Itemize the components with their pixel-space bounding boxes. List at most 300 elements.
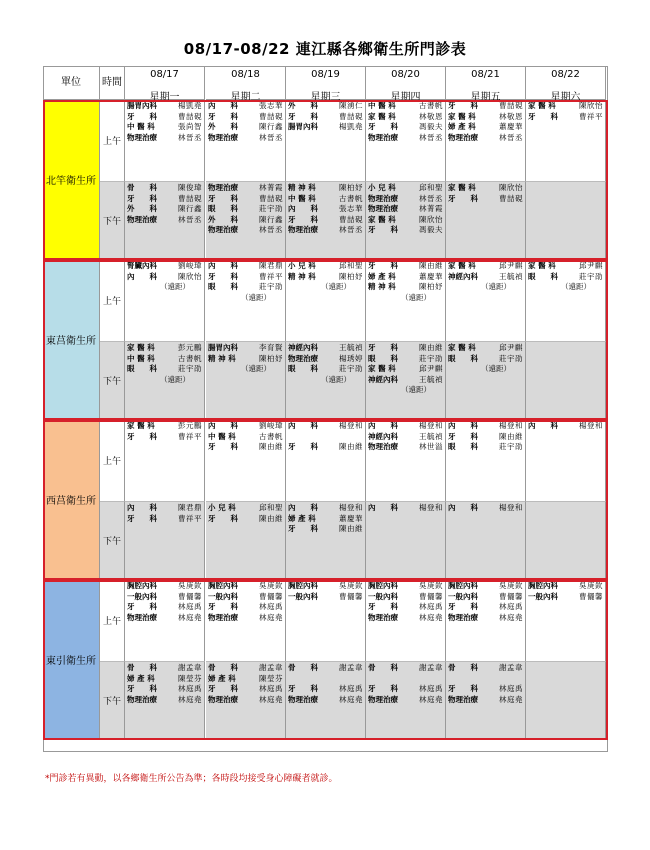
schedule-cell	[286, 420, 366, 502]
doctor: 楊凱堯	[178, 101, 202, 110]
doctor: 林晉丞	[178, 214, 202, 224]
schedule-cell	[206, 662, 286, 740]
doctor: 林晉丞	[178, 132, 202, 142]
doctor: 陳欣怡	[499, 183, 523, 192]
schedule-entry	[288, 183, 365, 194]
doctor: 林菁霞	[419, 204, 443, 214]
schedule-entry	[288, 684, 365, 695]
schedule-entry	[208, 514, 285, 525]
doctor: 吳庚欽	[419, 581, 443, 590]
doctor: 林晉丞	[339, 225, 363, 235]
doctor: 楊登和	[499, 503, 523, 512]
department: 一般內科	[368, 591, 398, 601]
doctor: 曹祥平	[178, 431, 202, 441]
schedule-cell	[206, 182, 286, 260]
schedule-entry	[127, 133, 204, 144]
doctor: 邱和聖	[419, 183, 443, 192]
schedule-entry	[528, 421, 605, 432]
schedule-entry	[288, 101, 365, 112]
schedule-entry	[127, 183, 204, 194]
doctor: 陳由維	[499, 431, 523, 441]
department: 內 科	[368, 503, 398, 512]
department: 家 醫 科	[448, 261, 476, 270]
schedule-entry	[448, 674, 525, 685]
doctor: 古書帆	[178, 353, 202, 363]
schedule-cell	[446, 662, 526, 740]
doctor: 陳君鼎	[178, 503, 202, 512]
doctor: 謝孟韋	[259, 663, 283, 672]
doctor: 曹祥平	[178, 513, 202, 523]
schedule-entry	[127, 592, 204, 603]
schedule-cell	[526, 662, 606, 740]
department: 牙 科	[288, 524, 318, 534]
doctor: 王毓禎	[419, 431, 443, 441]
schedule-cell	[286, 580, 366, 662]
doctor: 邱和聖	[339, 261, 363, 270]
schedule-entry	[448, 354, 525, 365]
department: 骨 科	[127, 663, 157, 672]
schedule-entry	[368, 375, 445, 386]
department: 一般內科	[208, 591, 238, 601]
day-header	[526, 66, 606, 103]
department: 眼 科	[127, 364, 157, 374]
department: 中 醫 科	[368, 101, 396, 110]
schedule-entry	[448, 101, 525, 112]
schedule-entry	[127, 215, 204, 226]
department: 腸胃內科	[127, 101, 157, 110]
day-date: 08/17	[150, 69, 179, 80]
doctor: 李育賢	[259, 343, 283, 352]
schedule-entry	[127, 613, 204, 624]
department: 牙 科	[448, 101, 478, 110]
doctor: 曹喆硯	[178, 193, 202, 203]
schedule-cell	[125, 342, 205, 420]
department: 牙 科	[288, 684, 318, 694]
doctor: 林庭堯	[339, 694, 363, 704]
doctor: 曹祥平	[579, 111, 603, 121]
schedule-entry	[448, 695, 525, 706]
doctor: 王毓禎	[419, 374, 443, 384]
department: 牙 科	[127, 513, 157, 523]
department: 物理治療	[288, 694, 318, 704]
department: 牙 科	[368, 261, 398, 270]
schedule-cell	[526, 100, 606, 182]
schedule-entry	[208, 613, 285, 624]
doctor: 曹喆硯	[259, 193, 283, 203]
schedule-entry	[208, 684, 285, 695]
department: 內 科	[127, 503, 157, 512]
doctor: 陳瑩芬	[178, 673, 202, 683]
slot-am-label: 上午	[100, 100, 125, 182]
department: 物理治療	[208, 694, 238, 704]
department: 家 醫 科	[127, 421, 155, 430]
schedule-table	[43, 66, 608, 752]
schedule-entry	[288, 592, 365, 603]
doctor: 楊凱堯	[339, 122, 363, 132]
department: 胸腔內科	[288, 581, 318, 590]
schedule-entry	[288, 442, 365, 453]
schedule-entry	[368, 613, 445, 624]
doctor: 林世溢	[419, 442, 443, 452]
schedule-entry	[368, 602, 445, 613]
department: 牙 科	[528, 111, 558, 121]
department: 物理治療	[368, 193, 398, 203]
day-date: 08/22	[551, 69, 580, 80]
department: 一般內科	[127, 591, 157, 601]
department: 物理治療	[127, 132, 157, 142]
schedule-entry	[127, 354, 204, 365]
department: 婦 產 科	[368, 271, 396, 281]
schedule-cell	[526, 342, 606, 420]
doctor: 張尚智	[178, 122, 202, 132]
schedule-cell	[286, 260, 366, 342]
schedule-cell	[206, 260, 286, 342]
doctor: 陳柏妤	[259, 353, 283, 363]
schedule-entry	[208, 421, 285, 432]
schedule-entry	[208, 133, 285, 144]
schedule-entry	[288, 343, 365, 354]
department: 家 醫 科	[368, 214, 396, 224]
schedule-entry	[368, 225, 445, 236]
department: 骨 科	[288, 663, 318, 672]
department: 家 醫 科	[127, 343, 155, 352]
schedule-entry	[208, 343, 285, 354]
department: 眼 科	[208, 282, 238, 292]
department: 內 科	[208, 101, 238, 110]
schedule-cell	[526, 580, 606, 662]
department: 眼 科	[368, 353, 398, 363]
remote-note: （遠距）	[481, 282, 511, 292]
schedule-entry	[127, 421, 204, 432]
schedule-entry	[448, 421, 525, 432]
doctor: 林庭堯	[178, 694, 202, 704]
department: 牙 科	[127, 602, 157, 612]
schedule-entry	[127, 122, 204, 133]
schedule-cell	[125, 420, 205, 502]
doctor: 楊登和	[339, 503, 363, 512]
schedule-entry	[288, 225, 365, 236]
doctor: 陳由維	[419, 343, 443, 352]
schedule-cell	[206, 502, 286, 580]
schedule-cell	[526, 420, 606, 502]
doctor: 馮毅夫	[419, 122, 443, 132]
doctor: 林庭堯	[259, 612, 283, 622]
schedule-entry	[288, 674, 365, 685]
schedule-entry	[288, 364, 365, 375]
schedule-entry	[528, 581, 605, 592]
day-weekday: 星期四	[390, 92, 421, 103]
doctor: 陳由維	[419, 261, 443, 270]
department: 內 科	[288, 421, 318, 430]
doctor: 曹喆硯	[499, 193, 523, 203]
doctor: 楊登和	[339, 421, 363, 430]
doctor: 陳行鑫	[259, 214, 283, 224]
department: 骨 科	[127, 183, 157, 192]
schedule-entry	[368, 592, 445, 603]
schedule-entry	[288, 663, 365, 674]
doctor: 林晉丞	[499, 132, 523, 142]
doctor: 曹喆硯	[178, 111, 202, 121]
schedule-cell	[206, 100, 286, 182]
schedule-cell	[366, 260, 446, 342]
department: 物理治療	[368, 442, 398, 452]
department: 小 兒 科	[368, 183, 396, 192]
department: 骨 科	[448, 663, 478, 672]
department: 物理治療	[448, 612, 478, 622]
department: 胸腔內科	[448, 581, 478, 590]
schedule-entry	[368, 442, 445, 453]
department: 物理治療	[448, 132, 478, 142]
day-header	[286, 66, 366, 103]
doctor: 陳由維	[259, 513, 283, 523]
doctor: 陳行鑫	[259, 122, 283, 132]
doctor: 古書帆	[419, 101, 443, 110]
doctor: 林庭禹	[419, 684, 443, 694]
doctor: 馮毅夫	[419, 225, 443, 235]
slot-pm-label: 下午	[100, 342, 125, 420]
doctor: 林庭禹	[339, 684, 363, 694]
department: 眼 科	[448, 442, 478, 452]
remote-note: （遠距）	[321, 282, 351, 292]
doctor: 林庭堯	[419, 612, 443, 622]
doctor: 邱尹麒	[499, 261, 523, 270]
schedule-entry	[208, 592, 285, 603]
department: 胸腔內科	[368, 581, 398, 590]
department: 婦 產 科	[448, 122, 476, 132]
department: 牙 科	[127, 431, 157, 441]
remote-note: （遠距）	[561, 282, 591, 292]
doctor: 林庭堯	[259, 694, 283, 704]
schedule-entry	[368, 432, 445, 443]
schedule-entry	[368, 421, 445, 432]
schedule-entry	[208, 112, 285, 123]
schedule-entry	[368, 684, 445, 695]
doctor: 曹儷馨	[178, 591, 202, 601]
schedule-entry	[368, 112, 445, 123]
department: 家 醫 科	[528, 261, 556, 270]
doctor: 林庭堯	[419, 694, 443, 704]
schedule-entry	[127, 101, 204, 112]
schedule-cell	[446, 580, 526, 662]
schedule-entry	[368, 364, 445, 375]
day-weekday: 星期五	[470, 92, 501, 103]
doctor: 陳由維	[259, 442, 283, 452]
schedule-entry	[127, 364, 204, 375]
schedule-cell	[286, 662, 366, 740]
doctor: 曹儷馨	[419, 591, 443, 601]
clinic-name: 東引衛生所	[43, 580, 100, 740]
schedule-entry	[288, 112, 365, 123]
doctor: 林晉丞	[419, 132, 443, 142]
department: 精 神 科	[208, 353, 236, 363]
doctor: 莊宇劭	[499, 353, 523, 363]
department: 婦 產 科	[127, 673, 155, 683]
department: 牙 科	[208, 442, 238, 452]
schedule-entry	[528, 282, 605, 293]
schedule-cell	[125, 100, 205, 182]
doctor: 吳庚欽	[339, 581, 363, 590]
schedule-entry	[288, 215, 365, 226]
department: 家 醫 科	[448, 343, 476, 352]
schedule-entry	[208, 204, 285, 215]
schedule-entry	[368, 183, 445, 194]
doctor: 林庭禹	[178, 602, 202, 612]
doctor: 莊宇劭	[259, 204, 283, 214]
doctor: 林庭禹	[419, 602, 443, 612]
department: 牙 科	[368, 684, 398, 694]
doctor: 曹儷馨	[499, 591, 523, 601]
department: 牙 科	[208, 193, 238, 203]
schedule-cell	[526, 260, 606, 342]
department: 牙 科	[448, 684, 478, 694]
schedule-cell	[366, 420, 446, 502]
doctor: 林庭禹	[499, 684, 523, 694]
department: 物理治療	[368, 694, 398, 704]
schedule-entry	[288, 503, 365, 514]
schedule-cell	[286, 342, 366, 420]
day-date: 08/18	[231, 69, 260, 80]
doctor: 蕭慶華	[499, 122, 523, 132]
doctor: 謝孟韋	[178, 663, 202, 672]
schedule-entry	[528, 112, 605, 123]
day-header	[125, 66, 205, 103]
doctor: 莊宇劭	[178, 364, 202, 374]
doctor: 陳湧仁	[339, 101, 363, 110]
schedule-entry	[528, 272, 605, 283]
department: 神經內科	[368, 431, 398, 441]
schedule-entry	[127, 282, 204, 293]
department: 內 科	[448, 503, 478, 512]
doctor: 莊宇劭	[339, 364, 363, 374]
department: 家 醫 科	[448, 111, 476, 121]
doctor: 王毓禎	[499, 271, 523, 281]
schedule-entry	[448, 272, 525, 283]
doctor: 劉峻瑋	[178, 261, 202, 270]
department: 外 科	[208, 214, 238, 224]
schedule-entry	[528, 261, 605, 272]
schedule-entry	[368, 354, 445, 365]
department: 物理治療	[368, 204, 398, 214]
doctor: 謝孟韋	[499, 663, 523, 672]
schedule-entry	[208, 261, 285, 272]
schedule-entry	[127, 684, 204, 695]
schedule-entry	[448, 581, 525, 592]
department: 內 科	[208, 261, 238, 270]
department: 中 醫 科	[127, 122, 155, 132]
department: 婦 產 科	[208, 673, 236, 683]
schedule-entry	[368, 385, 445, 396]
day-weekday: 星期六	[550, 92, 581, 103]
schedule-cell	[206, 580, 286, 662]
department: 神經內科	[288, 343, 318, 352]
department: 物理治療	[208, 183, 238, 192]
department: 物理治療	[208, 612, 238, 622]
department: 牙 科	[208, 513, 238, 523]
schedule-entry	[208, 581, 285, 592]
department: 骨 科	[368, 663, 398, 672]
doctor: 吳庚欽	[259, 581, 283, 590]
day-header	[446, 66, 526, 103]
doctor: 楊登和	[499, 421, 523, 430]
doctor: 陳欣怡	[178, 271, 202, 281]
time-header: 時間	[100, 66, 125, 100]
schedule-cell	[125, 260, 205, 342]
department: 腎臟內科	[127, 261, 157, 270]
schedule-entry	[368, 581, 445, 592]
doctor: 林敬恩	[419, 111, 443, 121]
department: 物理治療	[127, 612, 157, 622]
schedule-entry	[448, 442, 525, 453]
schedule-cell	[526, 182, 606, 260]
schedule-entry	[127, 674, 204, 685]
department: 牙 科	[288, 111, 318, 121]
doctor: 曹祥平	[259, 271, 283, 281]
department: 牙 科	[208, 602, 238, 612]
schedule-entry	[288, 122, 365, 133]
department: 腸胃內科	[208, 343, 238, 352]
schedule-entry	[288, 375, 365, 386]
doctor: 彭元鵬	[178, 421, 202, 430]
department: 內 科	[208, 421, 238, 430]
schedule-entry	[127, 261, 204, 272]
doctor: 林庭堯	[178, 612, 202, 622]
doctor: 謝孟韋	[339, 663, 363, 672]
doctor: 莊宇劭	[419, 353, 443, 363]
schedule-entry	[208, 293, 285, 304]
schedule-entry	[208, 101, 285, 112]
department: 小 兒 科	[208, 503, 236, 512]
department: 精 神 科	[368, 282, 396, 292]
schedule-entry	[127, 663, 204, 674]
schedule-entry	[208, 503, 285, 514]
doctor: 蕭慶華	[339, 513, 363, 523]
schedule-entry	[127, 503, 204, 514]
doctor: 邱尹麒	[419, 364, 443, 374]
department: 婦 產 科	[288, 513, 316, 523]
doctor: 莊宇劭	[259, 282, 283, 292]
department: 內 科	[528, 421, 558, 430]
schedule-cell	[446, 100, 526, 182]
schedule-entry	[288, 695, 365, 706]
schedule-cell	[286, 502, 366, 580]
department: 中 醫 科	[288, 193, 316, 203]
department: 骨 科	[208, 663, 238, 672]
schedule-entry	[368, 204, 445, 215]
doctor: 楊登和	[419, 503, 443, 512]
schedule-entry	[368, 133, 445, 144]
day-weekday: 星期二	[230, 92, 261, 103]
schedule-entry	[288, 421, 365, 432]
day-date: 08/20	[391, 69, 420, 80]
schedule-entry	[288, 194, 365, 205]
doctor: 陳由維	[339, 524, 363, 534]
slot-am-label: 上午	[100, 260, 125, 342]
department: 牙 科	[368, 602, 398, 612]
schedule-cell	[446, 420, 526, 502]
department: 牙 科	[368, 225, 398, 235]
schedule-entry	[127, 432, 204, 443]
slot-am-label: 上午	[100, 420, 125, 502]
doctor: 陳柏妤	[339, 183, 363, 192]
schedule-cell	[125, 182, 205, 260]
doctor: 林晉丞	[259, 225, 283, 235]
doctor: 陳柏妤	[419, 282, 443, 292]
department: 牙 科	[288, 442, 318, 452]
doctor: 蕭慶華	[419, 271, 443, 281]
schedule-entry	[368, 663, 445, 674]
doctor: 曹喆硯	[259, 111, 283, 121]
department: 物理治療	[127, 694, 157, 704]
